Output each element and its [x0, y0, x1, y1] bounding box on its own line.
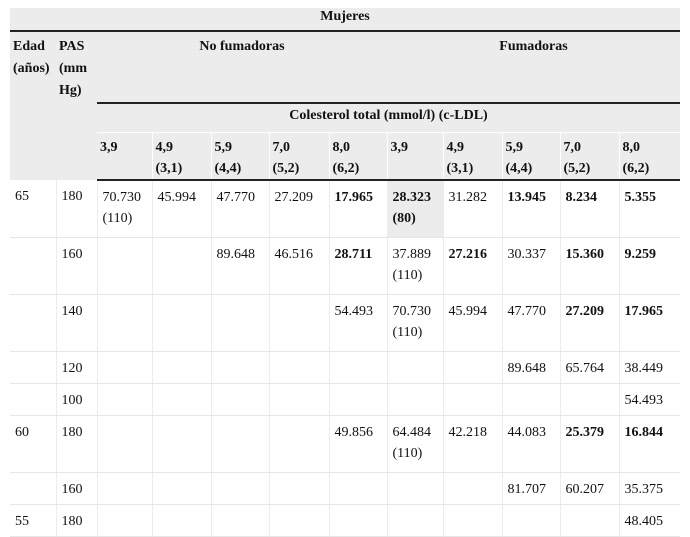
value-cell: [152, 238, 211, 295]
value-cell: [502, 505, 560, 537]
value-cell: [152, 295, 211, 352]
value-cell: 25.379: [560, 416, 619, 473]
value-cell: 13.945: [502, 180, 560, 238]
value-cell: 16.844: [619, 416, 680, 473]
edad-cell: [10, 238, 56, 295]
value-cell: [269, 416, 329, 473]
value-cell: [269, 352, 329, 384]
risk-table: [10, 8, 680, 537]
table-row: [10, 180, 680, 238]
value-cell: [387, 505, 443, 537]
level-header-0: 3,9: [97, 133, 152, 181]
value-cell: [329, 473, 387, 505]
value-cell: 35.375: [619, 473, 680, 505]
value-cell: 54.493: [619, 384, 680, 416]
edad-cell: 60: [10, 416, 56, 473]
value-cell: [211, 352, 269, 384]
value-cell: [443, 473, 502, 505]
level-header-3: 7,0 (5,2): [269, 133, 329, 181]
pas-cell: 160: [56, 238, 97, 295]
value-cell: [211, 505, 269, 537]
value-cell: [211, 473, 269, 505]
value-cell: [269, 295, 329, 352]
edad-cell: [10, 352, 56, 384]
value-cell: 15.360: [560, 238, 619, 295]
value-cell: [443, 384, 502, 416]
value-cell: [269, 384, 329, 416]
value-cell: 5.355: [619, 180, 680, 238]
value-cell: [560, 384, 619, 416]
level-header-4: 8,0 (6,2): [329, 133, 387, 181]
fumadoras-header: Fumadoras: [499, 39, 568, 54]
value-cell: [97, 416, 152, 473]
value-cell: [329, 384, 387, 416]
value-cell: 70.730 (110): [387, 295, 443, 352]
value-cell: 27.216: [443, 238, 502, 295]
value-cell: [329, 352, 387, 384]
value-cell: [152, 384, 211, 416]
value-cell: 38.449: [619, 352, 680, 384]
value-cell: 27.209: [269, 180, 329, 238]
value-cell: [443, 505, 502, 537]
level-header-1: 4,9 (3,1): [152, 133, 211, 181]
value-cell: 17.965: [329, 180, 387, 238]
colesterol-header: Colesterol total (mmol/l) (c-LDL): [97, 103, 680, 133]
table-container: [10, 8, 680, 529]
value-cell: 54.493: [329, 295, 387, 352]
value-cell: [97, 384, 152, 416]
table-row: [10, 352, 680, 384]
value-cell: 60.207: [560, 473, 619, 505]
value-cell: 81.707: [502, 473, 560, 505]
pas-cell: 160: [56, 473, 97, 505]
value-cell: 31.282: [443, 180, 502, 238]
value-cell: [152, 416, 211, 473]
value-cell: 30.337: [502, 238, 560, 295]
value-cell: [560, 505, 619, 537]
value-cell: 45.994: [152, 180, 211, 238]
table-row: [10, 416, 680, 473]
table-row: [10, 505, 680, 537]
value-cell: 28.711: [329, 238, 387, 295]
value-cell: [211, 384, 269, 416]
value-cell: [387, 473, 443, 505]
level-header-7: 5,9 (4,4): [502, 133, 560, 181]
value-cell: 37.889 (110): [387, 238, 443, 295]
value-cell: [269, 473, 329, 505]
group-header: Mujeres: [10, 8, 680, 31]
value-cell: [97, 238, 152, 295]
level-header-5: 3,9: [387, 133, 443, 181]
value-cell: [97, 352, 152, 384]
value-cell: 42.218: [443, 416, 502, 473]
pas-cell: 180: [56, 505, 97, 537]
value-cell: 27.209: [560, 295, 619, 352]
value-cell: [329, 505, 387, 537]
value-cell: [387, 352, 443, 384]
edad-header: Edad (años): [13, 39, 50, 76]
value-cell: 70.730 (110): [97, 180, 152, 238]
pas-cell: 120: [56, 352, 97, 384]
edad-cell: 55: [10, 505, 56, 537]
value-cell: 46.516: [269, 238, 329, 295]
value-cell: [97, 473, 152, 505]
value-cell: 49.856: [329, 416, 387, 473]
value-cell: 48.405: [619, 505, 680, 537]
pas-header: PAS (mm Hg): [59, 39, 87, 98]
value-cell: [387, 384, 443, 416]
value-cell: [152, 473, 211, 505]
value-cell: 65.764: [560, 352, 619, 384]
table-row: [10, 473, 680, 505]
value-cell: [152, 505, 211, 537]
edad-cell: [10, 384, 56, 416]
edad-cell: [10, 473, 56, 505]
value-cell: 28.323 (80): [387, 180, 443, 238]
value-cell: 47.770: [502, 295, 560, 352]
value-cell: 8.234: [560, 180, 619, 238]
no-fumadoras-header: No fumadoras: [199, 39, 285, 54]
edad-cell: [10, 295, 56, 352]
value-cell: [211, 295, 269, 352]
value-cell: [152, 352, 211, 384]
level-header-2: 5,9 (4,4): [211, 133, 269, 181]
value-cell: 44.083: [502, 416, 560, 473]
value-cell: [443, 352, 502, 384]
value-cell: 45.994: [443, 295, 502, 352]
level-header-6: 4,9 (3,1): [443, 133, 502, 181]
level-header-9: 8,0 (6,2): [619, 133, 680, 181]
table-row: [10, 295, 680, 352]
value-cell: 47.770: [211, 180, 269, 238]
value-cell: [211, 416, 269, 473]
pas-cell: 100: [56, 384, 97, 416]
table-row: [10, 384, 680, 416]
value-cell: [97, 295, 152, 352]
pas-cell: 180: [56, 416, 97, 473]
table-row: [10, 238, 680, 295]
level-header-8: 7,0 (5,2): [560, 133, 619, 181]
value-cell: 89.648: [502, 352, 560, 384]
value-cell: 9.259: [619, 238, 680, 295]
value-cell: 64.484 (110): [387, 416, 443, 473]
value-cell: [269, 505, 329, 537]
value-cell: [502, 384, 560, 416]
value-cell: 89.648: [211, 238, 269, 295]
edad-cell: 65: [10, 180, 56, 238]
pas-cell: 140: [56, 295, 97, 352]
value-cell: 17.965: [619, 295, 680, 352]
pas-cell: 180: [56, 180, 97, 238]
value-cell: [97, 505, 152, 537]
